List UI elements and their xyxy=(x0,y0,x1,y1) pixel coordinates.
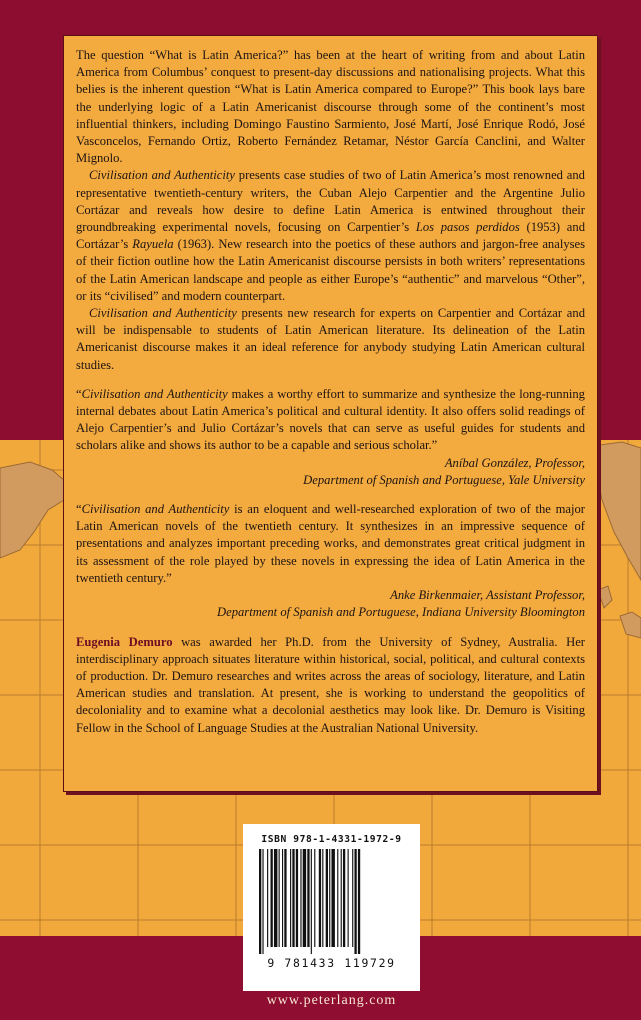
review-attribution-1-dept: Department of Spanish and Portuguese, Yale University xyxy=(303,472,585,487)
novel-title: Rayuela xyxy=(132,237,174,252)
barcode-icon xyxy=(257,849,407,954)
blurb-paragraph-3: Civilisation and Authenticity presents new research for experts on Carpentier and Cortázar and will be indispensable to students of Latin American literature. Its delineation of the Latin Americanist discourse makes it an ideal reference for anybody studying Latin American cultural studies. xyxy=(76,306,585,372)
author-name: Eugenia Demuro xyxy=(76,634,173,649)
review-attribution-1-name: Aníbal González, Professor, xyxy=(444,455,585,470)
book-title: Civilisation and Authenticity xyxy=(81,502,230,517)
book-title: Civilisation and Authenticity xyxy=(89,306,237,321)
back-cover-text-panel xyxy=(63,35,598,792)
isbn-text: ISBN 978-1-4331-1972-9 xyxy=(261,834,402,845)
barcode-digits: 9 781433 119729 xyxy=(267,956,396,970)
blurb-paragraph-2: Civilisation and Authenticity presents case studies of two of Latin America’s most renowned and representative twentieth-century writers, the Cuban Alejo Carpentier and the Argentine Julio Cortázar and reveals how desire to define Latin America is entwined throughout their groundbreaking experimental novels, focusing on Carpentier’s Los pasos perdidos (1953) and Cortázar’s Rayuela (1963). New research into the poetics of these authors and jargon-free analyses of their fiction outline how the Latin Americanist discourse persists in both writers’ representations of the Latin American landscape and people as either Europe’s “authentic” and marvelous “Other”, or its “civilised” and modern counterpart. xyxy=(76,168,586,303)
blurb-paragraph-1: The question “What is Latin America?” has been at the heart of writing from and about Latin America from Columbus’ conquest to present-day discussions and nationalising projects. What this belies is the inherent question “What is Latin America compared to Europe?” This book lays bare the underlying logic of a Latin Americanist discourse through some of the continent’s most influential thinkers, including Domingo Faustino Sarmiento, José Martí, José Enrique Rodó, José Vasconcelos, Fernando Ortiz, Roberto Fernández Retamar, Néstor García Canclini, and Walter Mignolo. xyxy=(76,48,585,166)
review-attribution-2-dept: Department of Spanish and Portuguese, Indiana University Bloomington xyxy=(217,605,585,620)
barcode-label xyxy=(243,824,420,991)
author-bio: Eugenia Demuro was awarded her Ph.D. from the University of Sydney, Australia. Her interdisciplinary approach situates literature within historical, social, political, and cultural contexts of production. Dr. Demuro researches and writes across the areas of sociology, literature, and Latin American studies and translation. At present, she is working to understand the geopolitics of decoloniality and to examine what a decolonial aesthetics may look like. Dr. Demuro is Visiting Fellow in the School of Language Studies at the Australian National University. xyxy=(76,634,585,735)
review-quote-2: “Civilisation and Authenticity is an eloquent and well-researched exploration of two of the major Latin American novels of the twentieth century. It synthesizes in an impressive sequence of presentations and analyzes important preceding works, and demonstrates great critical judgment in its assessment of the role played by these novels in expressing the idea of Latin America in the twentieth century.” xyxy=(76,502,585,585)
book-title: Civilisation and Authenticity xyxy=(89,168,235,183)
publisher-url: www.peterlang.com xyxy=(266,993,397,1008)
review-quote-1: “Civilisation and Authenticity makes a worthy effort to summarize and synthesize the long-running internal debates about Latin America’s political and cultural identity. It also offers solid readings of Alejo Carpentier’s and Julio Cortázar’s novels that can serve as useful guides for students and scholars alike and shows its author to be a capable and serious scholar.” xyxy=(76,386,585,453)
review-attribution-2-name: Anke Birkenmaier, Assistant Professor, xyxy=(390,588,585,603)
novel-title: Los pasos perdidos xyxy=(415,220,520,235)
book-title: Civilisation and Authenticity xyxy=(81,386,228,401)
